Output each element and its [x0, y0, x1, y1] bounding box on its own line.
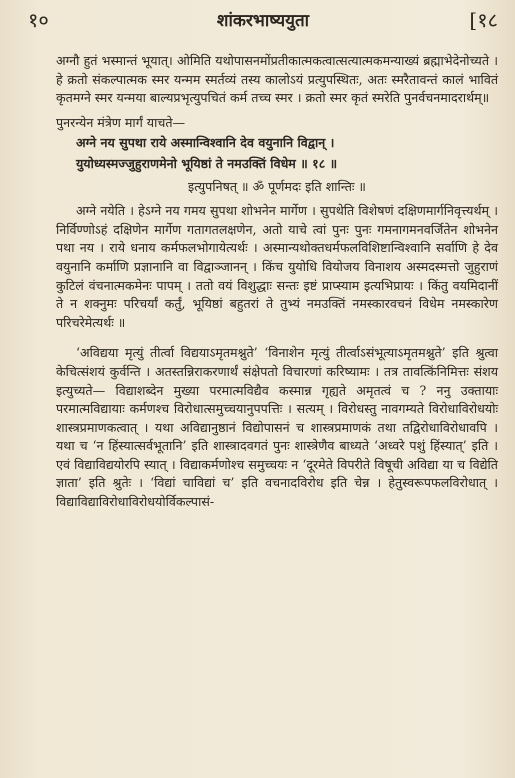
- page-header: [28, 6, 498, 34]
- commentary-paragraph: अग्ने नयेति । हेऽग्ने नय गमय सुपथा शोभनेन मार्गेण । सुपथेति विशेषणं दक्षिणमार्गनिवृत्त्यर्थम्‌ । निर्विण्णोऽहं दक्षिणेन मार्गेण गतागतलक्षणेन, अतो याचे त्वां पुनः पुनः गमनागमनवर्जितेन शोभनेन पथा नय । राये धनाय कर्मफलभोगायेत्यर्थः । अस्मान्यथोक्तधर्मफलविशिष्टान्विश्वानि सर्वाणि हे देव वयुनानि कर्माणि प्रज्ञानानि वा विद्वाञ्जानन्‌ । किंच युयोधि वियोजय विनाशय अस्मदस्मत्तो जुहुराणं कुटिलं वंचनात्मकमेनः पापम्‌ । ततो वयं विशुद्धाः सन्तः इष्टं प्राप्स्याम इत्यभिप्रायः । किंतु वयमिदानीं ते न शक्नुमः परिचर्यां कर्तुं, भूयिष्ठां बहुतरां ते तुभ्यं नमउक्तिं नमस्कारवचनं विधेम नमस्कारेण परिचरेमेत्यर्थः ॥: [56, 203, 498, 330]
- discussion-paragraph: ‘अविद्यया मृत्युं तीर्त्वा विद्ययाऽमृतमश्नुते’ ‘विनाशेन मृत्युं तीर्त्वाऽसंभूत्याऽमृतमश्नुते’ इति श्रुत्वा केचित्संशयं कुर्वन्ति । अतस्तन्निराकरणार्थं संक्षेपतो विचारणां करिष्यामः । तत्र तावत्किंनिमित्तः संशय इत्युच्यते— विद्याशब्देन मुख्या परमात्मविद्यैव कस्मान्न गृह्यते अमृतत्वं च ? ननु उक्तायाः परमात्मविद्यायाः कर्मणश्च विरोधात्समुच्चयानुपपत्तिः । सत्यम्‌ । विरोधस्तु नावगम्यते विरोधाविरोधयोः शास्त्रप्रमाणकत्वात्‌ । यथा अविद्यानुष्ठानं विद्योपासनं च शास्त्रप्रमाणकं तथा तद्विरोधाविरोधावपि । यथा च ‘न हिंस्यात्सर्वभूतानि’ इति शास्त्रादवगतं पुनः शास्त्रेणैव बाध्यते ‘अध्वरे पशुं हिंस्यात्‌’ इति । एवं विद्याविद्ययोरपि स्यात्‌ । विद्याकर्मणोश्च समुच्चयः न ‘दूरमेते विपरीते विषूची अविद्या या च विद्येति ज्ञाता’ इति श्रुतेः । ‘विद्यां चाविद्यां च’ इति वचनादविरोध इति चेन्न । हेतुस्वरूपफलविरोधात्‌ । विद्याविद्याविरोधाविरोधयोर्विकल्पासं-: [56, 345, 498, 510]
- page-body: [56, 52, 498, 512]
- verse-intro: पुनरन्येन मंत्रेण मार्गं याचते—: [56, 114, 186, 130]
- paragraph-1: अग्नौ हुतं भस्मान्तं भूयात्‌। ओमिति यथोपासनमोंप्रतीकात्मकत्वात्सत्यात्मकमन्याख्यं ब्रह्माभेदेनोच्यते । हे क्रतो संकल्पात्मक स्मर यन्मम स्मर्तव्यं तस्य कालोऽयं प्रत्युपस्थितः, अतः स्मरैतावन्तं कालं भावितं कृतमग्ने स्मर यन्मया बाल्यप्रभृत्युपचितं कर्म तच्च स्मर । क्रतो स्मर कृतं स्मरेति पुनर्वचनमादरार्थम्‌॥: [56, 53, 498, 106]
- page-number-right: [१८: [469, 8, 498, 32]
- verse-line-2: युयोध्यस्मज्जुहुराणमेनो भूयिष्ठां ते नमउक्तिं विधेम ॥ १८ ॥: [76, 155, 338, 171]
- upanishad-colophon: इत्युपनिषत्‌ ॥ ॐ पूर्णमदः इति शान्तिः ॥: [188, 178, 366, 194]
- page-number-left: १०: [28, 8, 49, 32]
- verse-line-1: अग्ने नय सुपथा राये अस्मान्विश्वानि देव वयुनानि विद्वान्‌ ।: [76, 135, 335, 151]
- running-title: शांकरभाष्ययुता: [216, 11, 310, 31]
